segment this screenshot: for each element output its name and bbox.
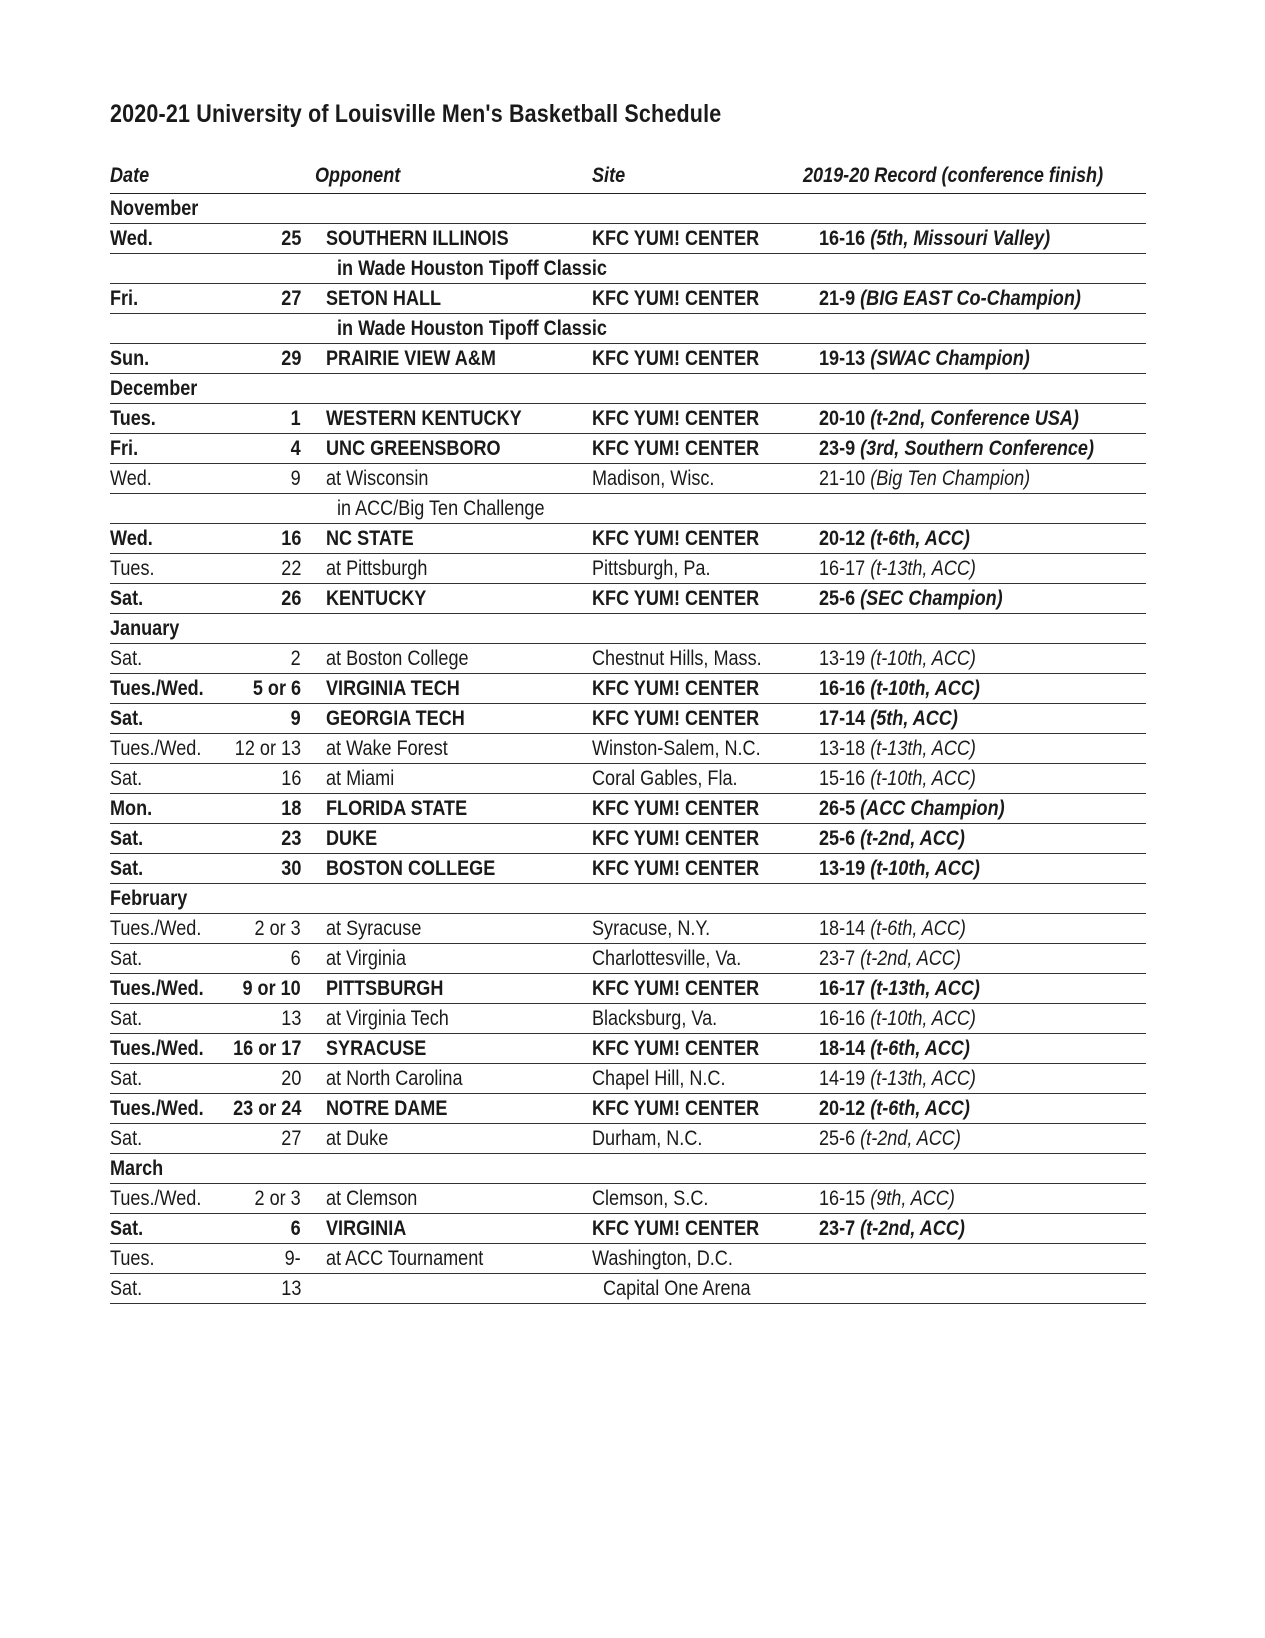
record-value: 23-7	[819, 1217, 856, 1240]
game-date: 16 or 17	[232, 1037, 301, 1060]
game-row	[110, 524, 1146, 554]
game-site: KFC YUM! CENTER	[592, 287, 760, 310]
game-day: Tues./Wed.	[110, 977, 204, 1000]
game-day: Sat.	[110, 1067, 143, 1090]
record-value: 20-12	[819, 1097, 866, 1120]
game-record	[819, 1187, 955, 1211]
conference-finish: (t-6th, ACC)	[870, 1037, 970, 1060]
game-opponent: at Miami	[326, 767, 395, 790]
game-record	[819, 767, 976, 791]
month-row	[110, 614, 1146, 644]
game-row	[110, 1124, 1146, 1154]
conference-finish: (t-10th, ACC)	[870, 1007, 976, 1030]
game-note: in ACC/Big Ten Challenge	[337, 497, 545, 520]
game-date: 23	[280, 827, 301, 850]
game-day: Fri.	[110, 437, 139, 460]
game-row	[110, 854, 1146, 884]
game-day: Sat.	[110, 1127, 143, 1150]
game-row	[110, 1214, 1146, 1244]
conference-finish: (Big Ten Champion)	[870, 467, 1031, 490]
game-date: 1	[290, 407, 301, 430]
record-value: 15-16	[819, 767, 866, 790]
conference-finish: (t-6th, ACC)	[870, 527, 970, 550]
game-site: Charlottesville, Va.	[592, 947, 742, 970]
game-opponent: SYRACUSE	[326, 1037, 427, 1060]
game-site: KFC YUM! CENTER	[592, 797, 760, 820]
month-row	[110, 194, 1146, 224]
game-day: Tues.	[110, 557, 155, 580]
game-day: Sat.	[110, 857, 144, 880]
record-value: 23-7	[819, 947, 856, 970]
conference-finish: (t-10th, ACC)	[870, 677, 980, 700]
record-value: 14-19	[819, 1067, 866, 1090]
record-value: 26-5	[819, 797, 856, 820]
month-label: March	[110, 1157, 164, 1180]
game-site: KFC YUM! CENTER	[592, 677, 760, 700]
game-record	[819, 1127, 961, 1151]
game-date: 12 or 13	[234, 737, 301, 760]
game-day: Sat.	[110, 647, 143, 670]
game-opponent: GEORGIA TECH	[326, 707, 465, 730]
month-label: January	[110, 617, 180, 640]
record-value: 25-6	[819, 1127, 856, 1150]
conference-finish: (3rd, Southern Conference)	[860, 437, 1094, 460]
game-row	[110, 734, 1146, 764]
game-record	[819, 587, 1003, 611]
game-date: 13	[280, 1007, 301, 1030]
game-site: Clemson, S.C.	[592, 1187, 709, 1210]
game-day: Sat.	[110, 1217, 144, 1240]
game-row	[110, 584, 1146, 614]
game-record	[819, 467, 1030, 491]
game-opponent: at Virginia	[326, 947, 406, 970]
game-day: Tues./Wed.	[110, 677, 204, 700]
game-opponent: at Clemson	[326, 1187, 418, 1210]
game-site: Madison, Wisc.	[592, 467, 715, 490]
conference-finish: (t-13th, ACC)	[870, 737, 976, 760]
game-day: Wed.	[110, 527, 153, 550]
game-day: Tues./Wed.	[110, 1037, 204, 1060]
conference-finish: (t-6th, ACC)	[870, 1097, 970, 1120]
game-site: Coral Gables, Fla.	[592, 767, 738, 790]
game-record	[819, 1217, 965, 1241]
month-row	[110, 1154, 1146, 1184]
game-row	[110, 944, 1146, 974]
game-record	[819, 1007, 976, 1031]
record-value: 16-17	[819, 977, 866, 1000]
game-opponent: SETON HALL	[326, 287, 442, 310]
record-value: 17-14	[819, 707, 866, 730]
game-day: Tues./Wed.	[110, 737, 202, 760]
game-record	[819, 527, 970, 551]
record-value: 23-9	[819, 437, 856, 460]
game-site: KFC YUM! CENTER	[592, 1217, 760, 1240]
game-record	[819, 1037, 970, 1061]
record-value: 16-16	[819, 1007, 866, 1030]
record-value: 13-18	[819, 737, 866, 760]
game-day: Tues.	[110, 407, 156, 430]
month-label: December	[110, 377, 198, 400]
game-site: KFC YUM! CENTER	[592, 707, 760, 730]
table-body	[110, 194, 1146, 1304]
schedule-table	[110, 160, 1146, 1304]
game-record	[819, 677, 980, 701]
conference-finish: (t-10th, ACC)	[870, 857, 980, 880]
game-site: KFC YUM! CENTER	[592, 437, 760, 460]
conference-finish: (t-13th, ACC)	[870, 1067, 976, 1090]
record-value: 16-17	[819, 557, 866, 580]
game-site: KFC YUM! CENTER	[592, 347, 760, 370]
game-row	[110, 1004, 1146, 1034]
game-date: 23 or 24	[232, 1097, 301, 1120]
game-row	[110, 1184, 1146, 1214]
game-day: Sat.	[110, 587, 144, 610]
game-site: Durham, N.C.	[592, 1127, 703, 1150]
game-site: KFC YUM! CENTER	[592, 1097, 760, 1120]
game-record	[819, 707, 958, 731]
conference-finish: (t-10th, ACC)	[870, 767, 976, 790]
game-day: Sat.	[110, 767, 143, 790]
game-record	[819, 437, 1094, 461]
game-opponent: PITTSBURGH	[326, 977, 444, 1000]
game-record	[819, 347, 1030, 371]
game-opponent: at Syracuse	[326, 917, 422, 940]
game-row	[110, 914, 1146, 944]
game-date: 26	[280, 587, 301, 610]
game-site: Pittsburgh, Pa.	[592, 557, 711, 580]
record-value: 16-15	[819, 1187, 866, 1210]
game-day: Sat.	[110, 707, 144, 730]
game-site: KFC YUM! CENTER	[592, 827, 760, 850]
game-record	[819, 797, 1005, 821]
conference-finish: (t-2nd, ACC)	[860, 827, 965, 850]
game-row	[110, 1244, 1146, 1274]
game-date: 2 or 3	[254, 1187, 301, 1210]
game-row	[110, 434, 1146, 464]
game-row	[110, 824, 1146, 854]
game-site: KFC YUM! CENTER	[592, 1037, 760, 1060]
game-opponent: UNC GREENSBORO	[326, 437, 501, 460]
game-row	[110, 284, 1146, 314]
record-value: 16-16	[819, 227, 866, 250]
game-site: Capital One Arena	[603, 1277, 751, 1300]
game-opponent: NOTRE DAME	[326, 1097, 448, 1120]
table-header	[110, 160, 1146, 194]
record-value: 21-9	[819, 287, 856, 310]
header-opponent: Opponent	[315, 164, 401, 187]
game-day: Sun.	[110, 347, 150, 370]
conference-finish: (5th, ACC)	[870, 707, 958, 730]
game-date: 27	[280, 1127, 301, 1150]
record-value: 20-10	[819, 407, 866, 430]
header-site: Site	[592, 164, 626, 187]
conference-finish: (BIG EAST Co-Champion)	[860, 287, 1081, 310]
game-site: Chestnut Hills, Mass.	[592, 647, 762, 670]
game-opponent: at Wisconsin	[326, 467, 429, 490]
game-opponent: SOUTHERN ILLINOIS	[326, 227, 509, 250]
game-day: Tues.	[110, 1247, 155, 1270]
game-row	[110, 974, 1146, 1004]
game-day: Sat.	[110, 827, 144, 850]
note-row	[110, 254, 1146, 284]
conference-finish: (ACC Champion)	[860, 797, 1005, 820]
game-date: 9 or 10	[242, 977, 301, 1000]
game-record	[819, 647, 976, 671]
game-site: KFC YUM! CENTER	[592, 977, 760, 1000]
game-opponent: VIRGINIA	[326, 1217, 407, 1240]
game-record	[819, 227, 1050, 251]
game-day: Tues./Wed.	[110, 917, 202, 940]
game-date: 9	[290, 707, 301, 730]
conference-finish: (t-2nd, ACC)	[860, 947, 961, 970]
header-record: 2019-20 Record (conference finish)	[803, 164, 1104, 187]
game-date: 13	[280, 1277, 301, 1300]
record-value: 25-6	[819, 827, 856, 850]
game-opponent: WESTERN KENTUCKY	[326, 407, 522, 430]
game-note: in Wade Houston Tipoff Classic	[337, 317, 607, 340]
game-row	[110, 224, 1146, 254]
game-opponent: at Wake Forest	[326, 737, 448, 760]
record-value: 21-10	[819, 467, 866, 490]
game-date: 27	[280, 287, 301, 310]
game-site: KFC YUM! CENTER	[592, 857, 760, 880]
conference-finish: (SWAC Champion)	[870, 347, 1030, 370]
game-day: Sat.	[110, 1277, 143, 1300]
game-date: 2	[290, 647, 301, 670]
game-date: 2 or 3	[254, 917, 301, 940]
game-date: 4	[290, 437, 301, 460]
game-day: Wed.	[110, 467, 152, 490]
conference-finish: (t-2nd, ACC)	[860, 1127, 961, 1150]
page-title: 2020-21 University of Louisville Men's Basketball Schedule	[110, 100, 722, 128]
game-date: 29	[280, 347, 301, 370]
game-opponent: FLORIDA STATE	[326, 797, 468, 820]
game-date: 20	[280, 1067, 301, 1090]
game-record	[819, 1097, 970, 1121]
game-date: 16	[280, 527, 301, 550]
game-date: 9	[290, 467, 301, 490]
game-date: 5 or 6	[252, 677, 301, 700]
game-row	[110, 464, 1146, 494]
game-opponent: at North Carolina	[326, 1067, 463, 1090]
record-value: 16-16	[819, 677, 866, 700]
conference-finish: (SEC Champion)	[860, 587, 1003, 610]
game-record	[819, 407, 1079, 431]
record-value: 13-19	[819, 857, 866, 880]
game-row	[110, 404, 1146, 434]
game-row	[110, 1094, 1146, 1124]
game-record	[819, 287, 1081, 311]
game-row	[110, 794, 1146, 824]
game-date: 18	[280, 797, 301, 820]
conference-finish: (t-13th, ACC)	[870, 977, 980, 1000]
game-date: 9-	[284, 1247, 301, 1270]
game-site: Winston-Salem, N.C.	[592, 737, 761, 760]
game-opponent: KENTUCKY	[326, 587, 427, 610]
conference-finish: (t-2nd, ACC)	[860, 1217, 965, 1240]
conference-finish: (5th, Missouri Valley)	[870, 227, 1051, 250]
conference-finish: (t-6th, ACC)	[870, 917, 966, 940]
game-opponent: DUKE	[326, 827, 378, 850]
game-day: Sat.	[110, 1007, 143, 1030]
game-row	[110, 674, 1146, 704]
game-day: Sat.	[110, 947, 143, 970]
month-row	[110, 374, 1146, 404]
conference-finish: (t-13th, ACC)	[870, 557, 976, 580]
game-site: Washington, D.C.	[592, 1247, 733, 1270]
game-day: Fri.	[110, 287, 139, 310]
game-opponent: at Pittsburgh	[326, 557, 428, 580]
game-site: KFC YUM! CENTER	[592, 407, 760, 430]
note-row	[110, 494, 1146, 524]
game-day: Wed.	[110, 227, 153, 250]
game-opponent: at ACC Tournament	[326, 1247, 484, 1270]
month-row	[110, 884, 1146, 914]
game-opponent: at Boston College	[326, 647, 469, 670]
game-row	[110, 344, 1146, 374]
conference-finish: (t-2nd, Conference USA)	[870, 407, 1079, 430]
game-date: 6	[290, 1217, 301, 1240]
month-label: November	[110, 197, 199, 220]
record-value: 18-14	[819, 1037, 866, 1060]
game-opponent: at Duke	[326, 1127, 389, 1150]
game-site: Blacksburg, Va.	[592, 1007, 718, 1030]
game-site: KFC YUM! CENTER	[592, 527, 760, 550]
game-row	[110, 554, 1146, 584]
game-record	[819, 1067, 976, 1091]
game-record	[819, 917, 966, 941]
conference-finish: (t-10th, ACC)	[870, 647, 976, 670]
game-opponent: PRAIRIE VIEW A&M	[326, 347, 496, 370]
game-record	[819, 827, 965, 851]
game-date: 22	[280, 557, 301, 580]
game-date: 25	[280, 227, 301, 250]
month-label: February	[110, 887, 188, 910]
game-record	[819, 977, 980, 1001]
conference-finish: (9th, ACC)	[870, 1187, 955, 1210]
game-row	[110, 1064, 1146, 1094]
game-date: 16	[280, 767, 301, 790]
game-row	[110, 1034, 1146, 1064]
game-opponent: at Virginia Tech	[326, 1007, 449, 1030]
record-value: 20-12	[819, 527, 866, 550]
game-row	[110, 704, 1146, 734]
game-opponent: BOSTON COLLEGE	[326, 857, 496, 880]
game-site: Syracuse, N.Y.	[592, 917, 711, 940]
game-note: in Wade Houston Tipoff Classic	[337, 257, 607, 280]
game-row	[110, 644, 1146, 674]
game-day: Tues./Wed.	[110, 1097, 204, 1120]
game-row	[110, 1274, 1146, 1304]
game-opponent: VIRGINIA TECH	[326, 677, 460, 700]
game-site: KFC YUM! CENTER	[592, 587, 760, 610]
game-site: Chapel Hill, N.C.	[592, 1067, 726, 1090]
game-day: Mon.	[110, 797, 153, 820]
record-value: 19-13	[819, 347, 866, 370]
game-date: 30	[280, 857, 301, 880]
record-value: 25-6	[819, 587, 856, 610]
note-row	[110, 314, 1146, 344]
game-row	[110, 764, 1146, 794]
game-day: Tues./Wed.	[110, 1187, 202, 1210]
game-date: 6	[290, 947, 301, 970]
game-record	[819, 737, 976, 761]
game-record	[819, 857, 980, 881]
game-opponent: NC STATE	[326, 527, 414, 550]
header-date: Date	[110, 164, 150, 187]
record-value: 13-19	[819, 647, 866, 670]
game-record	[819, 557, 976, 581]
game-site: KFC YUM! CENTER	[592, 227, 760, 250]
record-value: 18-14	[819, 917, 866, 940]
game-record	[819, 947, 961, 971]
